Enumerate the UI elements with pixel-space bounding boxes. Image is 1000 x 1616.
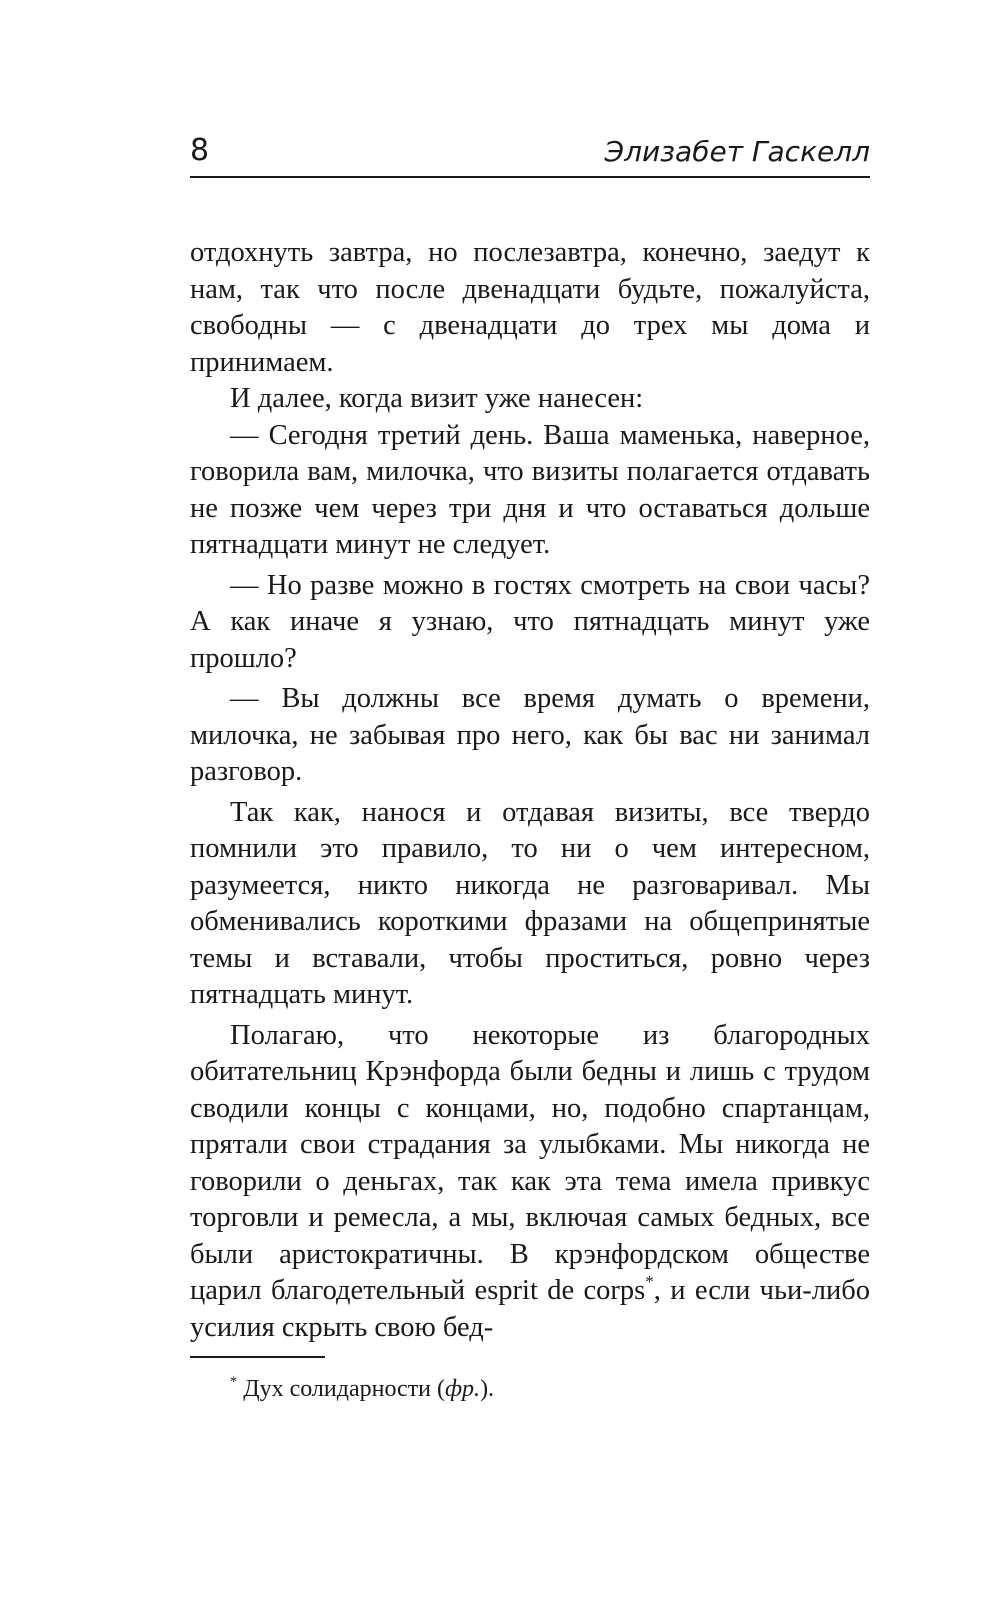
paragraph-3: — Сегодня третий день. Ваша маменька, наверное, говорила вам, милочка, что визиты полагается отдавать не позже чем через три дня и что оставаться дольше пятнадцати минут не следует. bbox=[190, 419, 870, 560]
paragraph-7-text: Полагаю, что некоторые из благородных обитательниц Крэнфорда были бедны и лишь с трудом сводили концы с концами, но, подобно спартанцам, прятали свои страдания за улыбками. Мы никогда не говорили о деньгах, так как эта тема имела привкус торговли и ремесла, а мы, включая самых бедных, все были аристократичны. В крэнфордском обществе царил благодетельный esprit de corps bbox=[190, 1019, 870, 1306]
main-text bbox=[190, 235, 870, 1346]
paragraph-4: — Но разве можно в гостях смотреть на свои часы? А как иначе я узнаю, что пятнадцать минут уже прошло? bbox=[190, 569, 870, 674]
running-header bbox=[190, 128, 870, 178]
running-head-author: Элизабет Гаскелл bbox=[604, 135, 870, 168]
paragraph-7-tail: , и если чьи-либо усилия скрыть свою бед- bbox=[190, 1275, 870, 1343]
footnote-italic: фр. bbox=[445, 1376, 481, 1402]
footnote bbox=[230, 1374, 494, 1404]
paragraph-5: — Вы должны все время думать о времени, милочка, не забывая про него, как бы вас ни занимал разговор. bbox=[190, 683, 870, 787]
paragraph-6: Так как, нанося и отдавая визиты, все твердо помнили это правило, то ни о чем интересном, разумеется, никто никогда не разговаривал. Мы обменивались короткими фразами на общепринятые темы и вставали, чтобы проститься, ровно через пятнадцать минут. bbox=[190, 796, 870, 1010]
footnote-tail: ). bbox=[480, 1376, 495, 1402]
footnote-marker: * bbox=[230, 1373, 238, 1390]
page-number: 8 bbox=[190, 133, 210, 168]
footnote-text: Дух солидарности ( bbox=[237, 1376, 446, 1402]
footnote-reference: * bbox=[645, 1272, 654, 1292]
paragraph-1: отдохнуть завтра, но послезавтра, конечно, заедут к нам, так что после двенадцати будьте, пожалуйста, свободны — с двенадцати до трех мы дома и принимаем. bbox=[190, 237, 870, 378]
paragraph-2: И далее, когда визит уже нанесен: bbox=[230, 383, 644, 414]
footnote-divider bbox=[190, 1356, 325, 1358]
paragraph-7 bbox=[190, 1018, 870, 1347]
